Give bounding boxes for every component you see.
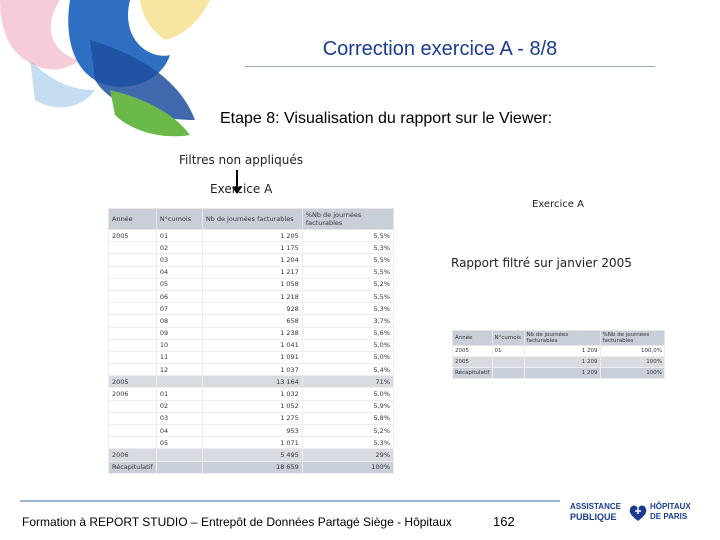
table-cell: 100,0% <box>600 346 664 357</box>
table-cell: 71% <box>302 376 393 388</box>
table-row <box>109 449 394 461</box>
table-cell <box>109 290 157 302</box>
table-cell <box>109 412 157 424</box>
table-row <box>109 364 394 376</box>
table-cell: Récapitulatif <box>109 461 157 473</box>
table-cell: 1 175 <box>202 242 302 254</box>
table-cell: 12 <box>156 364 202 376</box>
table-cell: 1 209 <box>524 357 600 368</box>
table-cell: 5,0% <box>302 388 393 400</box>
table-row <box>109 327 394 339</box>
table-cell: 5,3% <box>302 303 393 315</box>
logo-text-line: HÔPITAUX <box>650 502 691 511</box>
table-row <box>109 425 394 437</box>
table-cell: 02 <box>156 400 202 412</box>
table-cell: 1 217 <box>202 266 302 278</box>
table-cell: 08 <box>156 315 202 327</box>
table-cell: 04 <box>156 425 202 437</box>
table-row <box>109 437 394 449</box>
table-cell: 5,5% <box>302 290 393 302</box>
table-cell: 953 <box>202 425 302 437</box>
table-cell <box>156 376 202 388</box>
table-cell: 01 <box>156 388 202 400</box>
report-table-filtered <box>452 330 665 379</box>
table-cell: 5,5% <box>302 254 393 266</box>
page-number: 162 <box>493 514 515 529</box>
table-cell: 1 058 <box>202 278 302 290</box>
table-row <box>453 346 665 357</box>
table-cell: 05 <box>156 437 202 449</box>
column-header: N°cumois <box>492 331 524 346</box>
table-cell: 1 032 <box>202 388 302 400</box>
slide-title: Correction exercice A - 8/8 <box>322 38 558 60</box>
table-cell: 1 091 <box>202 351 302 363</box>
assistance-publique-logo <box>570 502 624 522</box>
table-cell: 01 <box>492 346 524 357</box>
table-cell: 1 209 <box>524 368 600 379</box>
table-cell: 100% <box>600 368 664 379</box>
table-cell: 01 <box>156 230 202 242</box>
table-cell: Récapitulatif <box>453 368 493 379</box>
filters-note: Filtres non appliqués <box>179 153 304 167</box>
table-cell: 1 204 <box>202 254 302 266</box>
table-cell: 1 218 <box>202 290 302 302</box>
table-cell: 1 052 <box>202 400 302 412</box>
footer-text: Formation à REPORT STUDIO – Entrepôt de Données Partagé Siège - Hôpitaux <box>22 515 452 529</box>
table-cell: 5,8% <box>302 412 393 424</box>
table-cell: 1 238 <box>202 327 302 339</box>
table-cell: 5,2% <box>302 425 393 437</box>
table-cell: 13 164 <box>202 376 302 388</box>
table-cell: 5,3% <box>302 242 393 254</box>
table-cell <box>492 368 524 379</box>
table-cell <box>109 303 157 315</box>
table-cell <box>109 437 157 449</box>
heart-logo-icon <box>628 503 648 523</box>
table-row <box>109 278 394 290</box>
table-cell: 1 209 <box>524 346 600 357</box>
table-cell: 5 495 <box>202 449 302 461</box>
table-cell <box>109 351 157 363</box>
table-cell: 928 <box>202 303 302 315</box>
column-header: Nb de journées facturables <box>202 209 302 230</box>
table-cell: 03 <box>156 412 202 424</box>
table-row <box>109 461 394 473</box>
table-cell: 3,7% <box>302 315 393 327</box>
table-row <box>453 357 665 368</box>
table-row <box>109 266 394 278</box>
table-cell: 05 <box>156 278 202 290</box>
table-cell: 2006 <box>109 388 157 400</box>
table-cell: 5,3% <box>302 437 393 449</box>
column-header: %Nb de journées facturables <box>302 209 393 230</box>
table-row <box>109 400 394 412</box>
hopitaux-de-paris-logo <box>650 502 710 522</box>
logo-text-line: PUBLIQUE <box>570 512 617 522</box>
table-cell: 5,9% <box>302 400 393 412</box>
column-header: Nb de journées facturables <box>524 331 600 346</box>
table-cell: 5,0% <box>302 339 393 351</box>
table-cell: 18 659 <box>202 461 302 473</box>
filtered-note: Rapport filtré sur janvier 2005 <box>451 256 632 270</box>
table-cell: 1 041 <box>202 339 302 351</box>
table-row <box>109 242 394 254</box>
table-cell: 29% <box>302 449 393 461</box>
table-cell <box>109 364 157 376</box>
table-cell: 5,2% <box>302 278 393 290</box>
column-header: Année <box>453 331 493 346</box>
table-row <box>453 368 665 379</box>
table-cell <box>109 266 157 278</box>
table-row <box>109 303 394 315</box>
table-cell: 100% <box>302 461 393 473</box>
table-cell <box>156 461 202 473</box>
table-cell: 02 <box>156 242 202 254</box>
table-cell <box>109 425 157 437</box>
table-row <box>109 412 394 424</box>
column-header: %Nb de journées facturables <box>600 331 664 346</box>
table-cell <box>109 339 157 351</box>
table-cell <box>492 357 524 368</box>
table-cell: 100% <box>600 357 664 368</box>
table-cell <box>109 242 157 254</box>
table-cell: 2005 <box>453 357 493 368</box>
table-row <box>109 388 394 400</box>
table-cell: 09 <box>156 327 202 339</box>
table-cell: 04 <box>156 266 202 278</box>
table-cell <box>156 449 202 461</box>
table-cell <box>109 400 157 412</box>
column-header: N°cumois <box>156 209 202 230</box>
table-row <box>109 230 394 242</box>
table-cell: 07 <box>156 303 202 315</box>
report-title-filtered: Exercice A <box>532 199 584 210</box>
table-cell: 5,4% <box>302 364 393 376</box>
footer-divider <box>20 500 560 502</box>
table-cell: 2005 <box>109 230 157 242</box>
report-title-full: Exercice A <box>210 182 273 196</box>
table-row <box>109 254 394 266</box>
table-cell: 06 <box>156 290 202 302</box>
table-row <box>109 290 394 302</box>
table-cell: 658 <box>202 315 302 327</box>
table-cell <box>109 315 157 327</box>
table-cell: 1 205 <box>202 230 302 242</box>
table-cell: 2005 <box>109 376 157 388</box>
table-cell <box>109 327 157 339</box>
table-cell: 2005 <box>453 346 493 357</box>
table-cell: 1 037 <box>202 364 302 376</box>
table-cell <box>109 254 157 266</box>
table-cell: 1 071 <box>202 437 302 449</box>
column-header: Année <box>109 209 157 230</box>
step-subtitle: Etape 8: Visualisation du rapport sur le Viewer: <box>220 110 553 127</box>
table-row <box>109 315 394 327</box>
table-cell: 5,5% <box>302 230 393 242</box>
logo-text-line: ASSISTANCE <box>570 502 621 511</box>
table-row <box>109 351 394 363</box>
table-cell: 5,0% <box>302 351 393 363</box>
table-cell: 10 <box>156 339 202 351</box>
table-cell: 03 <box>156 254 202 266</box>
title-divider <box>245 66 655 67</box>
logo-text-line: DE PARIS <box>650 512 688 521</box>
table-cell <box>109 278 157 290</box>
table-cell: 11 <box>156 351 202 363</box>
table-cell: 5,6% <box>302 327 393 339</box>
table-cell: 1 275 <box>202 412 302 424</box>
table-row <box>109 376 394 388</box>
report-table-full <box>108 208 394 474</box>
table-cell: 2006 <box>109 449 157 461</box>
table-cell: 5,5% <box>302 266 393 278</box>
table-row <box>109 339 394 351</box>
